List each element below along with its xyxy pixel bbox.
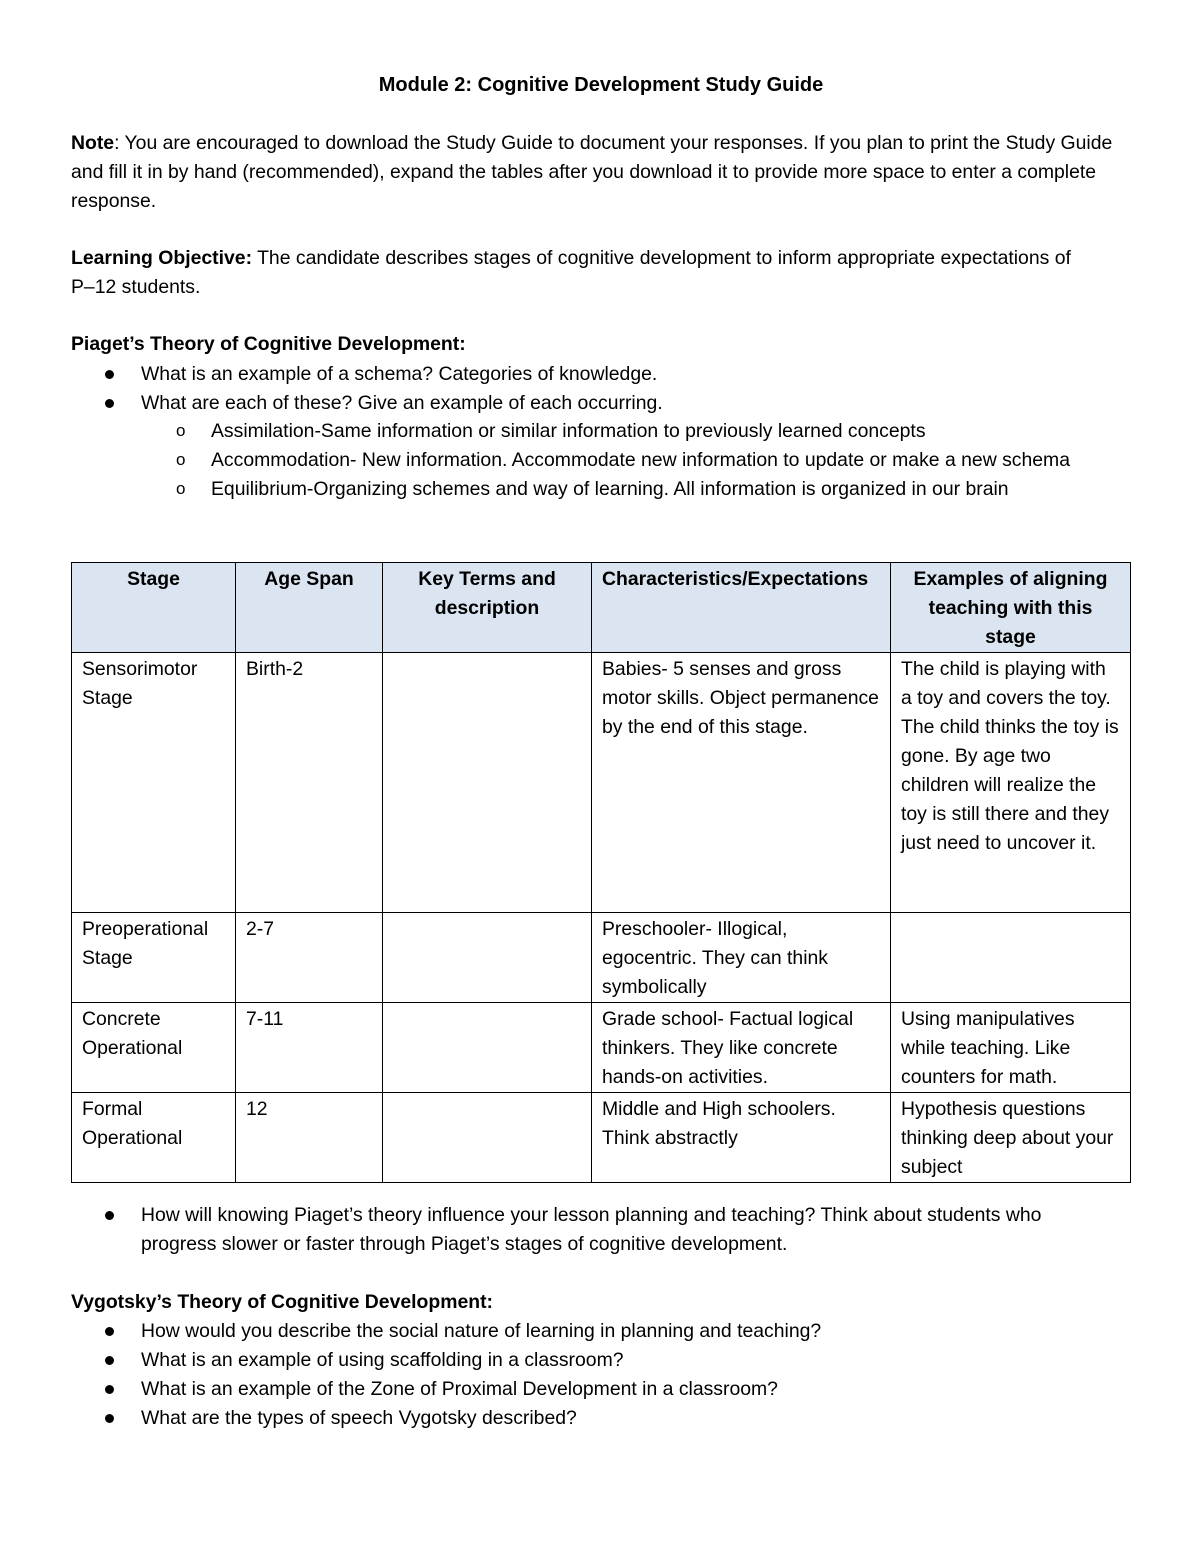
- list-item: o Equilibrium-Organizing schemes and way of learning. All information is organized in our brain: [176, 478, 1009, 500]
- table-cell: Sensorimotor Stage: [72, 653, 236, 913]
- table-cell: 2-7: [236, 913, 383, 1003]
- bullet-icon: [105, 399, 114, 408]
- table-cell: 12: [236, 1093, 383, 1183]
- list-item: How would you describe the social nature of learning in planning and teaching?: [71, 1317, 1131, 1346]
- vygotsky-heading: Vygotsky’s Theory of Cognitive Development:: [71, 1291, 494, 1313]
- piaget-bullet-list: [71, 360, 1131, 418]
- bullet-icon: [105, 1327, 114, 1336]
- objective-text: The candidate describes stages of cognitive development to inform appropriate expectations of P–12 students.: [71, 247, 1071, 298]
- column-header: Age Span: [236, 563, 383, 653]
- list-item: o Assimilation-Same information or similar information to previously learned concepts: [176, 420, 926, 442]
- table-cell: The child is playing with a toy and covers the toy. The child thinks the toy is gone. By age two children will realize the toy is still there and they just need to uncover it.: [891, 653, 1131, 913]
- column-header: Examples of aligning teaching with this stage: [891, 563, 1131, 653]
- list-item: What is an example of using scaffolding in a classroom?: [71, 1346, 1131, 1375]
- table-cell: Preschooler- Illogical, egocentric. They can think symbolically: [592, 913, 891, 1003]
- page-title: Module 2: Cognitive Development Study Guide: [378, 74, 824, 96]
- table-row: [72, 913, 1131, 1003]
- note-text: : You are encouraged to download the Study Guide to document your responses. If you plan to print the Study Guide and fill it in by hand (recommended), expand the tables after you download it to provide more space to enter a complete response.: [71, 132, 1113, 212]
- table-cell: Grade school- Factual logical thinkers. They like concrete hands-on activities.: [592, 1003, 891, 1093]
- table-row: [72, 653, 1131, 913]
- hollow-bullet-icon: o: [176, 450, 186, 469]
- column-header: Stage: [72, 563, 236, 653]
- bullet-icon: [105, 1356, 114, 1365]
- bullet-icon: [105, 1211, 114, 1220]
- piaget-heading: Piaget’s Theory of Cognitive Development:: [71, 333, 466, 355]
- table-cell: Formal Operational: [72, 1093, 236, 1183]
- table-cell: [383, 913, 592, 1003]
- table-cell: Birth-2: [236, 653, 383, 913]
- objective-label: Learning Objective:: [71, 247, 253, 269]
- table-cell: Babies- 5 senses and gross motor skills. Object permanence by the end of this stage.: [592, 653, 891, 913]
- note-label: Note: [71, 132, 115, 154]
- table-cell: 7-11: [236, 1003, 383, 1093]
- table-row: [72, 1003, 1131, 1093]
- table-cell: Middle and High schoolers. Think abstractly: [592, 1093, 891, 1183]
- table-cell: [383, 653, 592, 913]
- list-item: What is an example of the Zone of Proximal Development in a classroom?: [71, 1375, 1131, 1404]
- objective-paragraph: [71, 244, 1071, 302]
- list-item: o Accommodation- New information. Accommodate new information to update or make a new schema: [176, 449, 1070, 471]
- table-cell: Concrete Operational: [72, 1003, 236, 1093]
- piaget-sub-list: [71, 417, 1116, 504]
- bullet-icon: [105, 1414, 114, 1423]
- list-item: How will knowing Piaget’s theory influence your lesson planning and teaching? Think about students who progress slower or faster through Piaget’s stages of cognitive development.: [71, 1201, 1111, 1259]
- table-header-row: [72, 563, 1131, 653]
- bullet-icon: [105, 1385, 114, 1394]
- bullet-icon: [105, 370, 114, 379]
- hollow-bullet-icon: o: [176, 479, 186, 498]
- note-paragraph: [71, 129, 1131, 216]
- piaget-followup-list: [71, 1201, 1111, 1259]
- table-cell: Preoperational Stage: [72, 913, 236, 1003]
- list-item: What are each of these? Give an example of each occurring.: [71, 389, 1131, 418]
- list-item: What is an example of a schema? Categories of knowledge.: [71, 360, 1131, 389]
- column-header: Characteristics/Expectations: [592, 563, 891, 653]
- list-item: What are the types of speech Vygotsky described?: [71, 1404, 1131, 1433]
- table-cell: [383, 1003, 592, 1093]
- table-cell: [383, 1093, 592, 1183]
- table-cell: [891, 913, 1131, 1003]
- table-row: [72, 1093, 1131, 1183]
- table-cell: Hypothesis questions thinking deep about your subject: [891, 1093, 1131, 1183]
- column-header: Key Terms and description: [383, 563, 592, 653]
- vygotsky-bullet-list: [71, 1317, 1131, 1433]
- hollow-bullet-icon: o: [176, 421, 186, 440]
- table-cell: Using manipulatives while teaching. Like counters for math.: [891, 1003, 1131, 1093]
- piaget-stages-table: [71, 562, 1131, 1183]
